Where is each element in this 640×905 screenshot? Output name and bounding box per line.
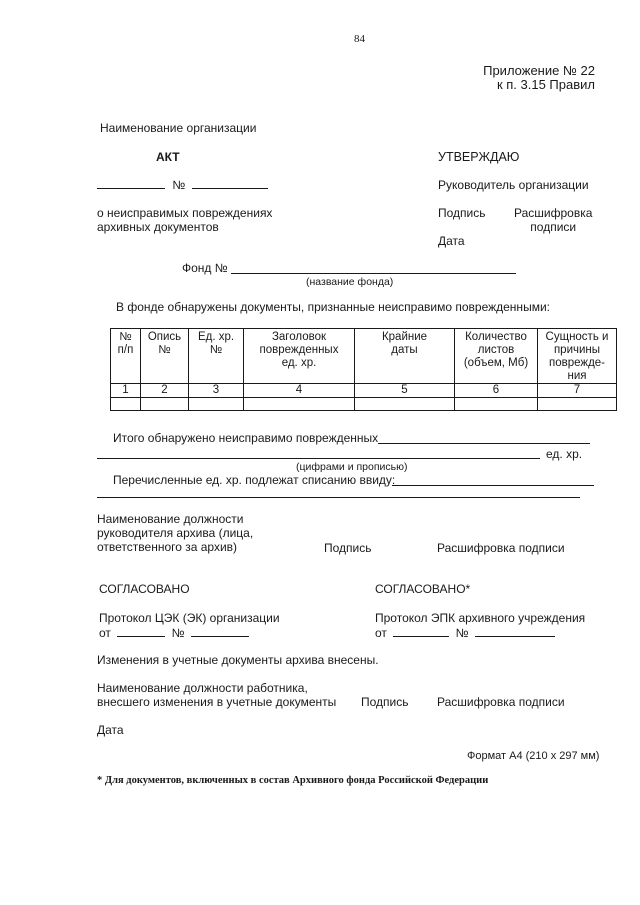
header-text: поврежде- bbox=[548, 357, 606, 369]
header-text: Заголовок bbox=[271, 331, 327, 343]
act-date-blank bbox=[97, 177, 165, 189]
agreed-left-date-blank bbox=[117, 625, 165, 637]
worker-title bbox=[97, 681, 336, 709]
approval-head: Руководитель организации bbox=[438, 178, 589, 192]
worker-line-2: внесшего изменения в учетные документы bbox=[97, 695, 337, 709]
header-text: Крайние bbox=[381, 331, 428, 343]
header-text: № bbox=[158, 344, 171, 356]
footnote: * Для документов, включенных в состав Архивного фонда Российской Федерации bbox=[97, 775, 489, 786]
header-text: № bbox=[209, 344, 223, 356]
table-row bbox=[111, 398, 617, 411]
header-text: № bbox=[119, 331, 132, 343]
archive-head-decoding: Расшифровка подписи bbox=[437, 541, 565, 555]
archive-head-line-1: Наименование должности bbox=[97, 512, 244, 526]
table-header-row bbox=[111, 329, 617, 384]
archive-head-title bbox=[97, 512, 253, 554]
act-subject-line-1: о неисправимых повреждениях bbox=[97, 206, 273, 220]
fond-caption: (название фонда) bbox=[306, 276, 394, 288]
agreed-right-protocol: Протокол ЭПК архивного учреждения bbox=[375, 611, 586, 625]
changes-text: Изменения в учетные документы архива внесены. bbox=[97, 653, 379, 667]
act-subject-line-2: архивных документов bbox=[97, 220, 219, 234]
header-text: листов bbox=[477, 344, 515, 356]
total-unit: ед. хр. bbox=[546, 447, 583, 461]
header-text: Ед. хр. bbox=[197, 331, 235, 343]
act-number-blank bbox=[192, 177, 268, 189]
appendix-label bbox=[483, 64, 595, 92]
archive-head-line-3: ответственного за архив) bbox=[97, 540, 238, 554]
table-cell bbox=[141, 398, 189, 411]
agreed-left-date-line bbox=[99, 625, 249, 640]
page-number: 84 bbox=[354, 33, 365, 45]
table-cell: 5 bbox=[355, 384, 455, 398]
org-name-label: Наименование организации bbox=[100, 121, 257, 135]
table-cell bbox=[244, 398, 355, 411]
col-header-number bbox=[111, 329, 141, 384]
table-cell bbox=[455, 398, 538, 411]
act-subject bbox=[97, 206, 272, 234]
approval-decoding-line-1: Расшифровка bbox=[514, 206, 593, 220]
table-cell: 6 bbox=[455, 384, 538, 398]
table-cell bbox=[111, 398, 141, 411]
agreed-right-date-line bbox=[375, 625, 555, 640]
table-cell: 2 bbox=[141, 384, 189, 398]
appendix-line-2: к п. 3.15 Правил bbox=[496, 77, 595, 92]
table-cell bbox=[355, 398, 455, 411]
act-number-sign: № bbox=[172, 178, 186, 192]
total-label: Итого обнаружено неисправимо поврежденных bbox=[113, 431, 379, 445]
approval-decoding-line-2: подписи bbox=[530, 220, 577, 234]
col-header-dates bbox=[355, 329, 455, 384]
act-number-line bbox=[97, 177, 268, 192]
col-header-damage-cause bbox=[538, 329, 617, 384]
writeoff-label: Перечисленные ед. хр. подлежат списанию ввиду: bbox=[113, 473, 396, 487]
header-text: ед. хр. bbox=[281, 357, 317, 369]
approval-decoding bbox=[514, 206, 592, 234]
damaged-docs-table bbox=[110, 328, 617, 411]
approval-signature: Подпись bbox=[438, 206, 486, 220]
fond-label: Фонд № bbox=[182, 261, 228, 275]
table-cell bbox=[538, 398, 617, 411]
agreed-right-title: СОГЛАСОВАНО* bbox=[375, 582, 471, 596]
header-text: Опись bbox=[147, 331, 182, 343]
writeoff-line-2 bbox=[97, 497, 580, 498]
col-header-storage-unit bbox=[189, 329, 244, 384]
approval-date: Дата bbox=[438, 234, 465, 248]
header-text: п/п bbox=[117, 344, 134, 356]
agreed-right-number-blank bbox=[475, 625, 555, 637]
approval-title: УТВЕРЖДАЮ bbox=[438, 150, 520, 164]
fond-name-line bbox=[231, 273, 516, 274]
date-label: Дата bbox=[97, 723, 124, 737]
table-cell: 3 bbox=[189, 384, 244, 398]
agreed-left-title: СОГЛАСОВАНО bbox=[99, 582, 190, 596]
agreed-right-date-blank bbox=[393, 625, 449, 637]
table-cell: 1 bbox=[111, 384, 141, 398]
worker-signature: Подпись bbox=[361, 695, 409, 709]
col-header-inventory bbox=[141, 329, 189, 384]
agreed-left-from: от bbox=[99, 626, 111, 640]
table-cell bbox=[189, 398, 244, 411]
col-header-title bbox=[244, 329, 355, 384]
total-caption: (цифрами и прописью) bbox=[296, 461, 408, 473]
found-text: В фонде обнаружены документы, признанные неисправимо поврежденными: bbox=[116, 300, 550, 314]
agreed-right-from: от bbox=[375, 626, 387, 640]
total-line-1 bbox=[378, 443, 590, 444]
header-text: причины bbox=[553, 344, 601, 356]
agreed-right-number-sign: № bbox=[455, 626, 469, 640]
worker-decoding: Расшифровка подписи bbox=[437, 695, 565, 709]
format-label: Формат А4 (210 х 297 мм) bbox=[467, 750, 600, 762]
header-text: ния bbox=[567, 370, 587, 382]
worker-line-1: Наименование должности работника, bbox=[97, 681, 308, 695]
archive-head-line-2: руководителя архива (лица, bbox=[97, 526, 254, 540]
header-text: Сущность и bbox=[545, 331, 609, 343]
header-text: (объем, Мб) bbox=[463, 357, 529, 369]
agreed-left-number-blank bbox=[191, 625, 249, 637]
agreed-left-protocol: Протокол ЦЭК (ЭК) организации bbox=[99, 611, 280, 625]
table-cell: 4 bbox=[244, 384, 355, 398]
appendix-line-1: Приложение № 22 bbox=[483, 63, 595, 78]
total-line-2 bbox=[97, 458, 540, 459]
agreed-left-number-sign: № bbox=[171, 626, 185, 640]
header-text: Количество bbox=[465, 331, 527, 343]
act-title: АКТ bbox=[156, 150, 180, 164]
table-cell: 7 bbox=[538, 384, 617, 398]
table-number-row bbox=[111, 384, 617, 398]
col-header-sheets bbox=[455, 329, 538, 384]
header-text: поврежденных bbox=[259, 344, 339, 356]
writeoff-line-1 bbox=[392, 485, 594, 486]
archive-head-signature: Подпись bbox=[324, 541, 372, 555]
header-text: даты bbox=[391, 344, 418, 356]
